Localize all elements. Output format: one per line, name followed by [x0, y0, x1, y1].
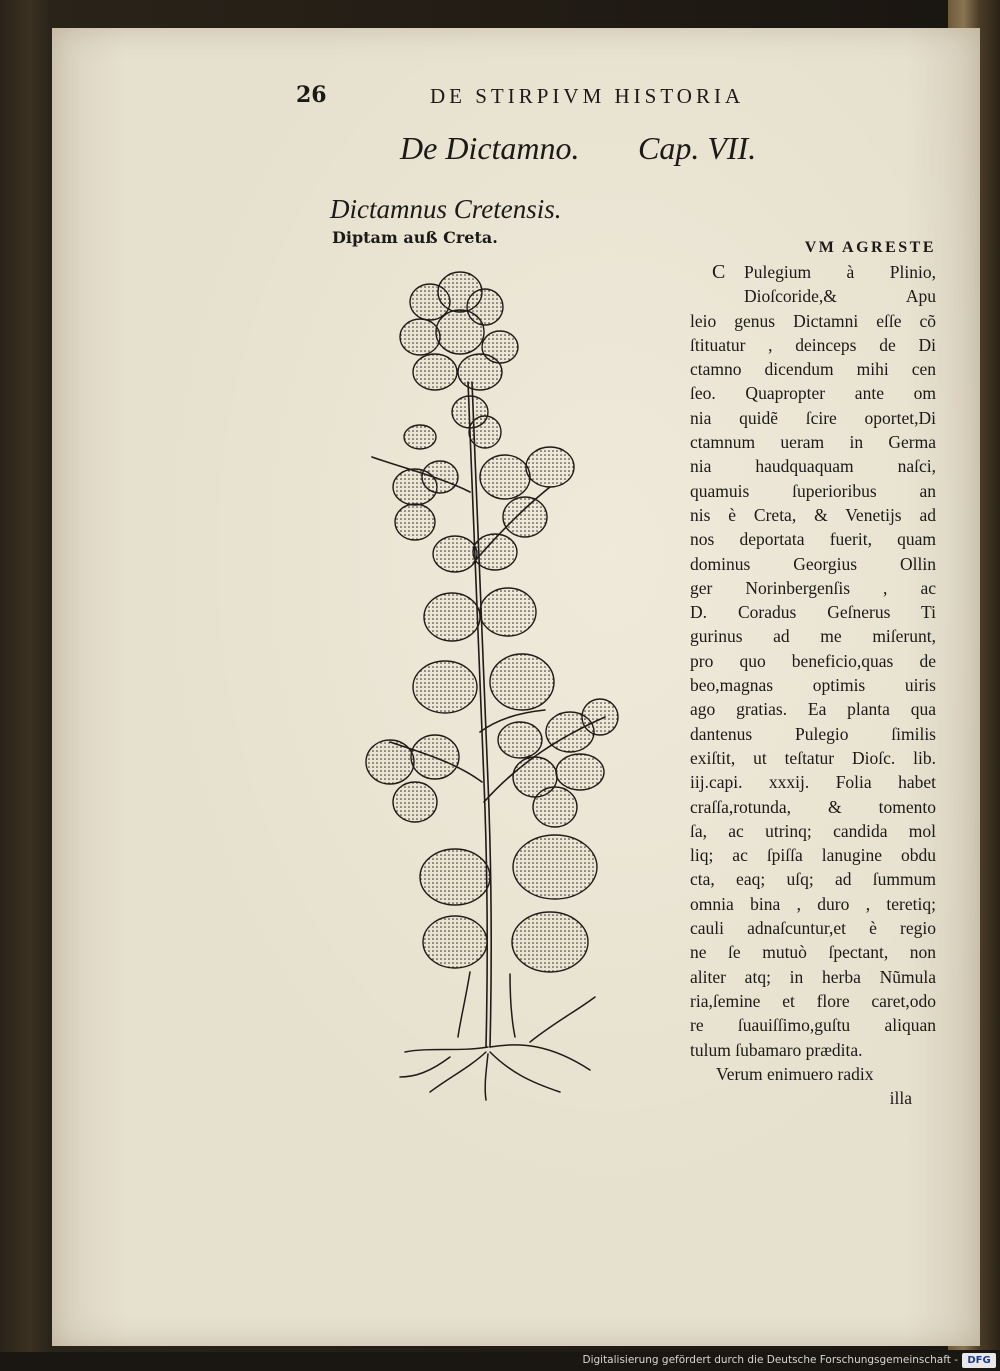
text-line: ſtituatur , deinceps de Di [690, 334, 936, 355]
page-number: 26 [296, 82, 327, 108]
text-line: aliter atq; in herba Nũmula [690, 966, 936, 987]
text-line: ria,ſemine et flore caret,odo [690, 990, 936, 1011]
text-line: ger Norinbergenſis , ac [690, 577, 936, 598]
text-line: exiſtit, ut teſtatur Dioſc. lib. [690, 747, 936, 768]
text-line: cta, eaq; uſq; ad ſummum [690, 869, 936, 890]
text-first-line: VM AGRESTE [804, 239, 936, 256]
text-line: Verum enimuero radix [716, 1063, 874, 1084]
text-line: liq; ac ſpiſſa lanugine obdu [690, 845, 936, 866]
text-line: tulum ſubamaro prædita. [690, 1039, 863, 1060]
digitization-credit: Digitalisierung gefördert durch die Deutsche Forschungsgemeinschaft - [582, 1354, 958, 1366]
figure-caption [330, 194, 590, 247]
main-text-column [690, 236, 936, 1110]
footer-bar [0, 1352, 1000, 1371]
text-line: ctamno dicendum mihi cen [690, 359, 936, 380]
plant-latin-name: Dictamnus Cretensis. [330, 194, 562, 224]
text-line: nos deportata fuerit, quam [690, 529, 936, 550]
text-line: ago gratias. Ea planta qua [690, 699, 936, 720]
text-line: re ſuauiſſimo,guſtu aliquan [690, 1015, 936, 1036]
text-line: quamuis ſuperioribus an [690, 480, 936, 501]
dfg-logo: DFG [962, 1353, 996, 1368]
text-line: dominus Georgius Ollin [690, 553, 936, 574]
text-line: dantenus Pulegio ſimilis [690, 723, 936, 744]
text-line: nia quidẽ ſcire oportet,Di [690, 407, 936, 428]
chapter-heading [400, 130, 820, 174]
text-line: nis è Creta, & Venetijs ad [690, 504, 936, 525]
text-line: leio genus Dictamni eſſe cõ [690, 310, 936, 331]
plant-german-name: Diptam auß Creta. [332, 228, 498, 247]
text-line: iij.capi. xxxij. Folia habet [690, 772, 936, 793]
text-line: ne ſe mutuò ſpectant, non [690, 942, 936, 963]
text-line: omnia bina , duro , teretiq; [690, 893, 936, 914]
running-head [296, 82, 816, 112]
text-line: ſa, ac utrinq; candida mol [690, 820, 936, 841]
text-line: Dioſcoride,& Apu [744, 286, 936, 307]
chapter-number: Cap. VII. [638, 130, 757, 166]
text-line: Pulegium à Plinio, [744, 262, 936, 282]
plant-woodcut-illustration [360, 262, 635, 1102]
initial-letter: C [712, 261, 726, 283]
text-line: ctamnum ueram in Germa [690, 432, 936, 453]
text-line: nia haudquaquam naſci, [690, 456, 936, 477]
chapter-title: De Dictamno. [400, 130, 580, 166]
catchword: illa [889, 1088, 912, 1109]
text-line: craſſa,rotunda, & tomento [690, 796, 936, 817]
text-line: pro quo beneficio,quas de [690, 650, 936, 671]
text-line: ſeo. Quapropter ante om [690, 383, 936, 404]
text-line: beo,magnas optimis uiris [690, 675, 936, 696]
running-title: DE STIRPIVM HISTORIA [430, 84, 745, 108]
text-line: D. Coradus Geſnerus Ti [690, 602, 936, 623]
text-line: gurinus ad me miſerunt, [690, 626, 936, 647]
text-line: cauli adnaſcuntur,et è regio [690, 918, 936, 939]
